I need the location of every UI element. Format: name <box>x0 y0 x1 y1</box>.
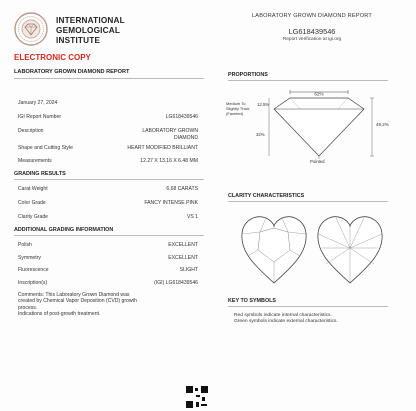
institute-name: INTERNATIONAL GEMOLOGICAL INSTITUTE <box>56 16 125 45</box>
crown-percent: 12.5% <box>257 102 270 107</box>
grading-row: Clarity Grade VS 1 <box>18 214 198 220</box>
key-to-symbols-title: KEY TO SYMBOLS <box>228 298 277 304</box>
detail-row: Description LABORATORY GROWN DIAMOND <box>18 128 198 141</box>
divider <box>14 235 204 236</box>
right-report-title: LABORATORY GROWN DIAMOND REPORT <box>251 13 373 19</box>
girdle-label-1: Medium To <box>226 101 246 106</box>
girdle-label-2: Slightly Thick <box>226 106 250 111</box>
left-report-title: LABORATORY GROWN DIAMOND REPORT <box>14 69 130 75</box>
clarity-plot <box>238 212 388 287</box>
grading-row: Carat Weight 6.68 CARATS <box>18 186 198 192</box>
table-percent: 62% <box>314 91 324 97</box>
verification-note: Report verification at igi.org <box>282 37 342 42</box>
additional-row: Fluorescence SLIGHT <box>18 267 198 273</box>
qr-code-icon <box>186 386 208 408</box>
proportions-title: PROPORTIONS <box>228 72 268 78</box>
key-to-symbols: Red symbols indicate internal characteristics. Green symbols indicate external characteristics. <box>234 313 338 324</box>
divider <box>228 201 388 202</box>
culet-label: Pointed <box>310 159 325 164</box>
additional-row: Polish EXCELLENT <box>18 242 198 248</box>
detail-row: Measurements 12.27 X 13.16 X 6.48 MM <box>18 158 198 164</box>
additional-grading-title: ADDITIONAL GRADING INFORMATION <box>14 227 114 233</box>
divider <box>228 306 388 307</box>
divider <box>14 78 204 79</box>
girdle-label-3: (Faceted) <box>226 111 244 116</box>
detail-row: IGI Report Number LG618439546 <box>18 114 198 120</box>
comments: Comments: This Laboratory Grown Diamond was created by Chemical Vapor Deposition (CVD) growth process. Indications of post-growth treatment. <box>18 292 137 317</box>
grading-row: Color Grade FANCY INTENSE PINK <box>18 200 198 206</box>
report-date: January 27, 2024 <box>18 100 58 106</box>
clarity-title: CLARITY CHARACTERISTICS <box>228 193 305 199</box>
report-number: LG618439546 <box>288 27 336 36</box>
heart-pavilion-view-icon <box>318 217 382 283</box>
electronic-copy-label: ELECTRONIC COPY <box>14 53 91 62</box>
divider <box>14 179 204 180</box>
additional-row: Inscription(s) (IGI) LG618439546 <box>18 280 198 286</box>
grading-results-title: GRADING RESULTS <box>14 171 66 177</box>
divider <box>228 80 388 81</box>
detail-row: Shape and Cutting Style HEART MODIFIED BRILLIANT <box>18 145 198 151</box>
pavilion-percent: 32% <box>256 132 265 137</box>
depth-percent: 49.2% <box>376 122 389 127</box>
heart-crown-view-icon <box>242 217 306 283</box>
report-date-row <box>18 100 198 110</box>
proportions-diagram <box>226 86 396 166</box>
igi-seal-icon <box>14 12 48 46</box>
additional-row: Symmetry EXCELLENT <box>18 255 198 261</box>
